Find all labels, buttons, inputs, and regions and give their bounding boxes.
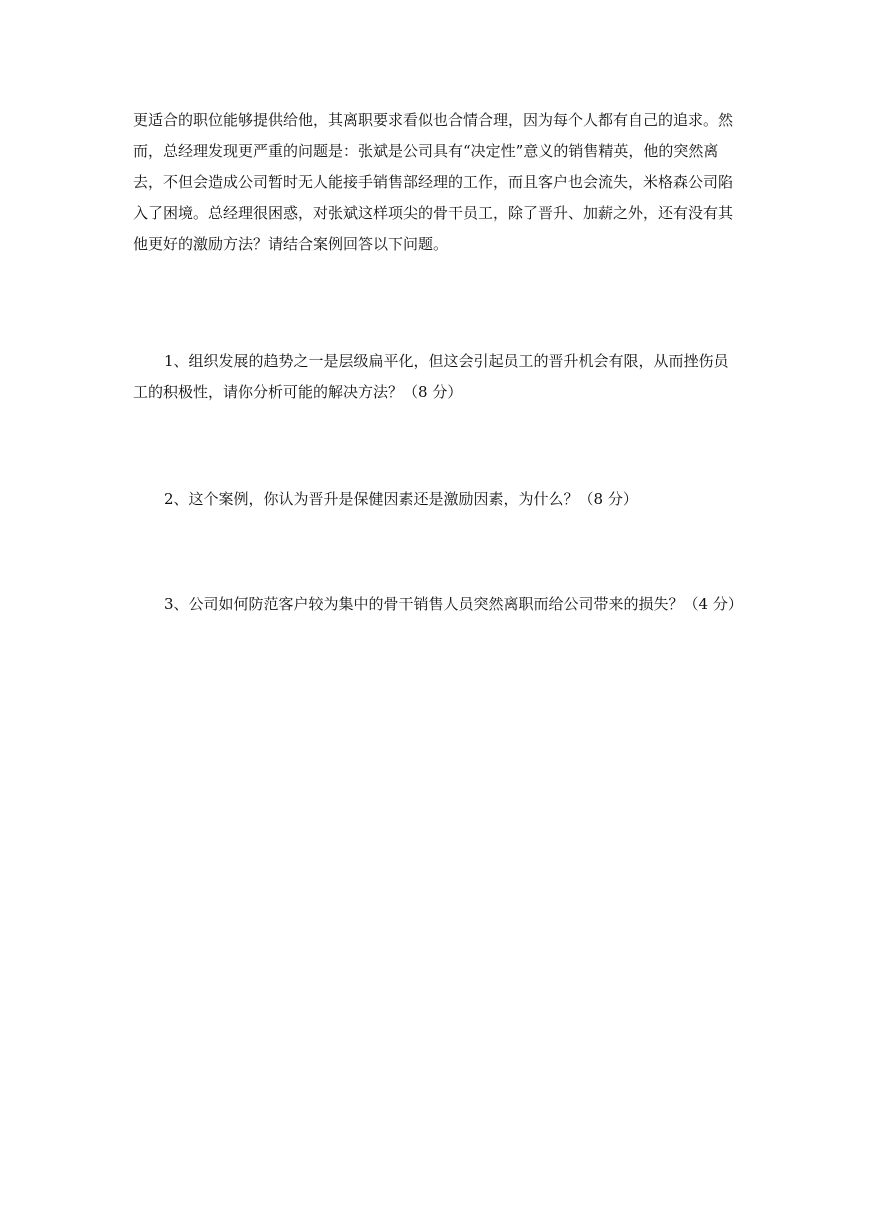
paragraph-line: 入了困境。总经理很困惑，对张斌这样项尖的骨干员工，除了晋升、加薪之外，还有没有其 xyxy=(133,204,734,222)
paragraph-line: 他更好的激励方法？请结合案例回答以下问题。 xyxy=(133,235,449,253)
paragraph-line: 更适合的职位能够提供给他，其离职要求看似也合情合理，因为每个人都有自己的追求。然 xyxy=(133,111,734,129)
paragraph-line: 而，总经理发现更严重的问题是：张斌是公司具有“决定性”意义的销售精英，他的突然离 xyxy=(133,142,719,160)
question-line: 工的积极性，请你分析可能的解决方法？（8 分） xyxy=(133,383,463,401)
question-2 xyxy=(133,484,743,515)
question-line: 1、组织发展的趋势之一是层级扁平化，但这会引起员工的晋升机会有限，从而挫伤员 xyxy=(164,352,729,370)
case-paragraph xyxy=(133,105,743,260)
question-3 xyxy=(133,589,743,620)
paragraph-line: 去，不但会造成公司暂时无人能接手销售部经理的工作，而且客户也会流失，米格森公司陷 xyxy=(133,173,734,191)
question-1 xyxy=(133,346,743,408)
question-line: 2、这个案例，你认为晋升是保健因素还是激励因素，为什么？（8 分） xyxy=(164,490,638,508)
question-line: 3、公司如何防范客户较为集中的骨干销售人员突然离职而给公司带来的损失？（4 分） xyxy=(164,595,743,613)
